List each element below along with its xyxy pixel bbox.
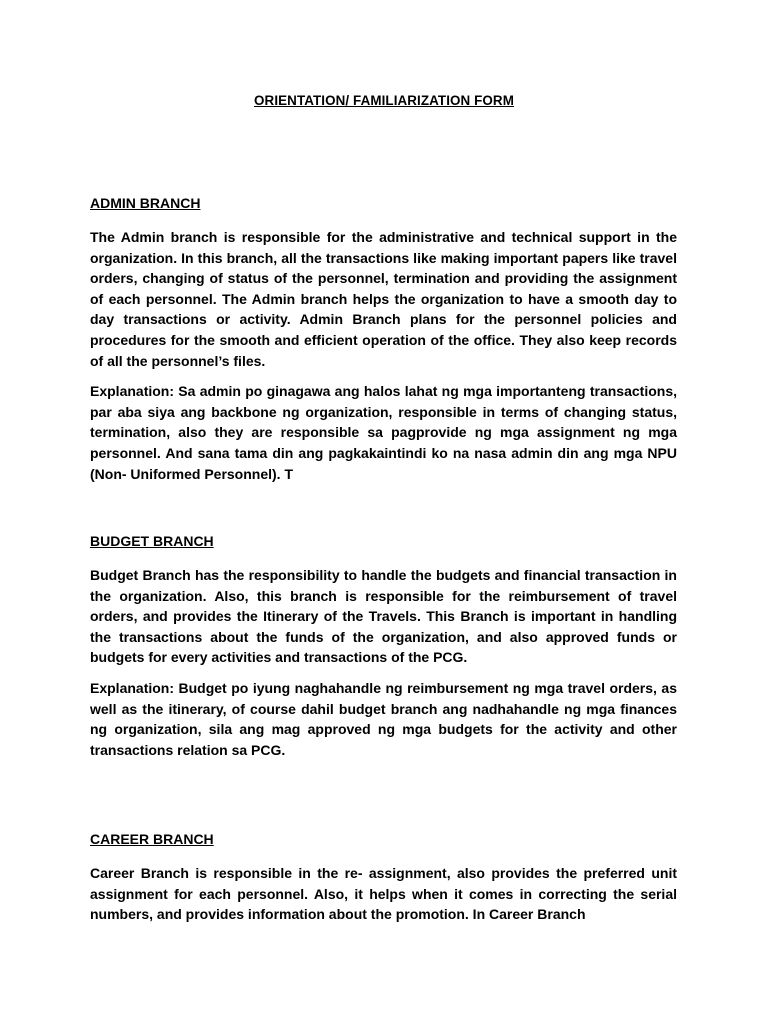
admin-branch-description: The Admin branch is responsible for the administrative and technical support in the organization. In this branch, all the transactions like making important papers like travel orders, changing of status of the personnel, termination and providing the assignment of each personnel. The Admin branch helps the organization to have a smooth day to day transactions or activity. Admin Branch plans for the personnel policies and procedures for the smooth and efficient operation of the office. They also keep records of all the personnel’s files. [90,229,677,369]
career-branch-section [90,830,677,935]
budget-branch-description: Budget Branch has the responsibility to handle the budgets and financial transaction in the organization. Also, this branch is responsible for the reimbursement of travel orders, and provides the Itinerary of the Travels. This Branch is important in handling the transactions about the funds of the organization, and also approved funds or budgets for every activities and transactions of the PCG. [90,567,677,666]
career-branch-description: Career Branch is responsible in the re- assignment, also provides the preferred unit assignment for each personnel. Also, it helps when it comes in correcting the serial numbers, and provides information about the promotion. In Career Branch [90,865,677,923]
document-title: ORIENTATION/ FAMILIARIZATION FORM [254,93,514,108]
budget-branch-explanation: Explanation: Budget po iyung naghahandle ng reimbursement ng mga travel orders, as well as the itinerary, of course dahil budget branch ang nadhahandle ng mga finances ng organization, sila ang mag approved ng mga budgets for the activity and other transactions relation sa PCG. [90,679,677,758]
budget-branch-heading: BUDGET BRANCH [90,533,214,549]
budget-branch-section [90,532,677,770]
admin-branch-section [90,194,677,494]
admin-branch-explanation: Explanation: Sa admin po ginagawa ang halos lahat ng mga importanteng transactions, par aba siya ang backbone ng organization, responsible in terms of changing status, termination, also they are responsible sa pagprovide ng mga assignment ng mga personnel. And sana tama din ang pagkakaintindi ko na nasa admin din ang mga NPU (Non- Uniformed Personnel). T [90,383,677,482]
career-branch-heading: CAREER BRANCH [90,831,214,847]
admin-branch-heading: ADMIN BRANCH [90,195,201,211]
